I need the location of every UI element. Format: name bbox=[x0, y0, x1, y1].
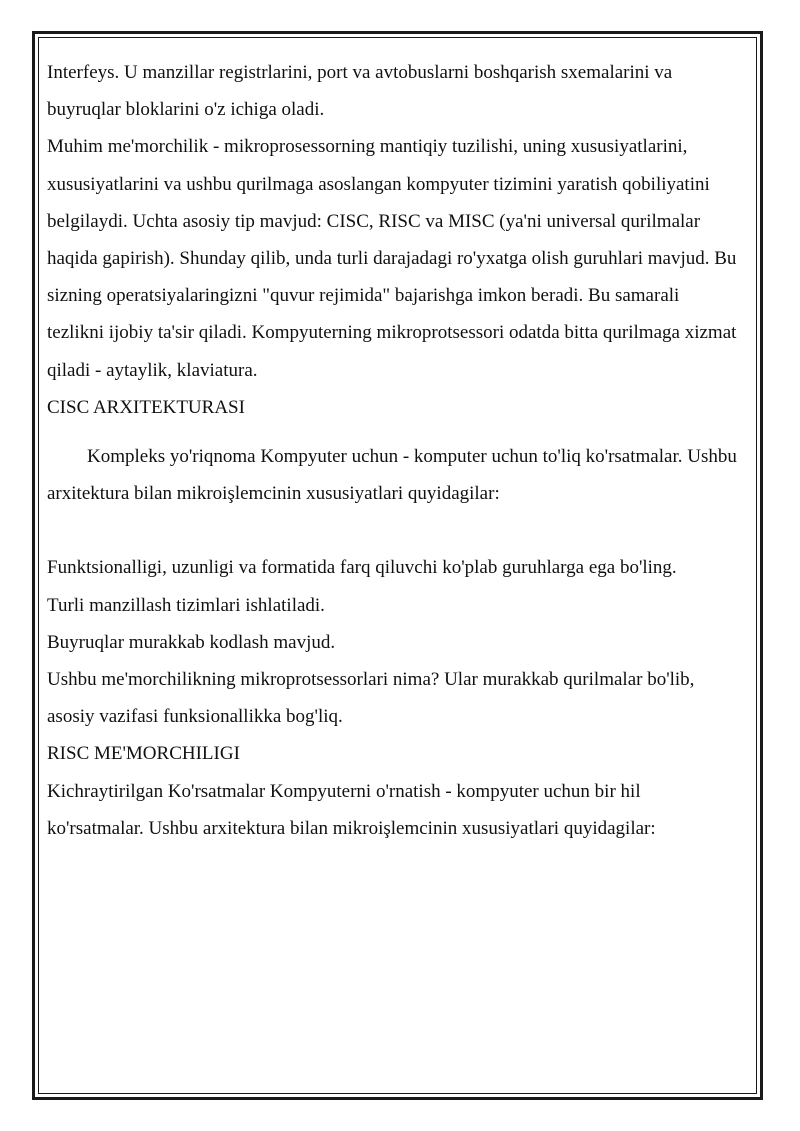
paragraph-architecture: Muhim me'morchilik - mikroprosessorning mantiqiy tuzilishi, uning xususiyatlarini, xususiyatlarini va ushbu qurilmaga asoslangan kompyuter tizimini yaratish qobiliyatini belgilaydi. Uchta asosiy tip mavjud: CISC, RISC va MISC (ya'ni universal qurilmalar haqida gapirish). Shunday qilib, unda turli darajadagi ro'yxatga olish guruhlari mavjud. Bu sizning operatsiyalaringizni "quvur rejimida" bajarishga imkon beradi. Bu samarali tezlikni ijobiy ta'sir qiladi. Kompyuterning mikroprotsessori odatda bitta qurilmaga xizmat qiladi - aytaylik, klaviatura. bbox=[47, 136, 737, 381]
document-body bbox=[47, 54, 737, 847]
paragraph-cisc-summary: Ushbu me'morchilikning mikroprotsessorlari nima? Ular murakkab qurilmalar bo'lib, asosiy vazifasi funksionallikka bog'liq. bbox=[47, 669, 695, 728]
paragraph-interface: Interfeys. U manzillar registrlarini, port va avtobuslarni boshqarish sxemalarini va buyruqlar bloklarini o'z ichiga oladi. bbox=[47, 62, 673, 121]
paragraph-cisc-intro: Kompleks yo'riqnoma Kompyuter uchun - komputer uchun to'liq ko'rsatmalar. Ushbu arxitektura bilan mikroişlemcinin xususiyatlari quyidagilar: bbox=[47, 446, 737, 505]
list-item-addressing: Turli manzillash tizimlari ishlatiladi. bbox=[47, 594, 325, 616]
heading-cisc: CISC ARXITEKTURASI bbox=[47, 396, 245, 418]
list-item-encoding: Buyruqlar murakkab kodlash mavjud. bbox=[47, 631, 336, 653]
paragraph-risc-intro: Kichraytirilgan Ko'rsatmalar Kompyuterni o'rnatish - kompyuter uchun bir hil ko'rsatmalar. Ushbu arxitektura bilan mikroişlemcinin xususiyatlari quyidagilar: bbox=[47, 780, 656, 839]
heading-risc: RISC ME'MORCHILIGI bbox=[47, 743, 240, 765]
list-item-functionality: Funktsionalligi, uzunligi va formatida farq qiluvchi ko'plab guruhlarga ega bo'ling. bbox=[47, 557, 677, 579]
